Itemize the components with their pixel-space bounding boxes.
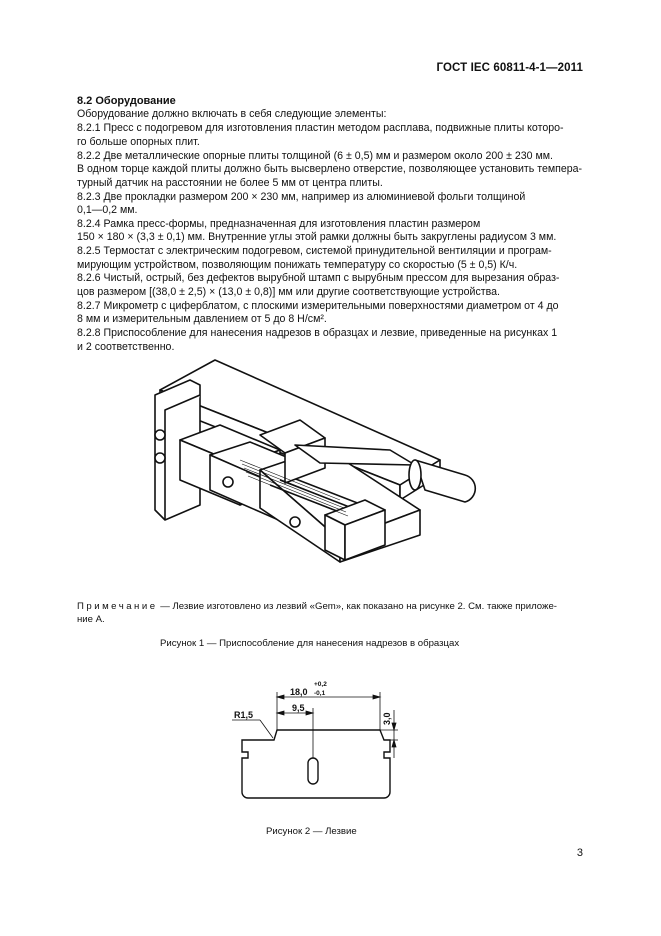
figure-2-caption: Рисунок 2 — Лезвие — [266, 826, 357, 837]
paragraph-8-2-1-line-1: 8.2.1 Пресс с подогревом для изготовления пластин методом расплава, подвижные плиты которо- — [77, 122, 564, 134]
paragraph-8-2-4-line-1: 8.2.4 Рамка пресс-формы, предназначенная для изготовления пластин размером — [77, 218, 481, 230]
note-text-line-2: ние А. — [77, 614, 105, 625]
paragraph-8-2-2-line-2: В одном торце каждой плиты должно быть высверлено отверстие, позволяющее установить темпера- — [77, 163, 583, 175]
paragraph-intro: Оборудование должно включать в себя следующие элементы: — [77, 108, 387, 120]
paragraph-8-2-6-line-1: 8.2.6 Чистый, острый, без дефектов вырубной штамп с вырубным прессом для вырезания образ- — [77, 272, 560, 284]
document-header: ГОСТ IEC 60811-4-1—2011 — [436, 62, 583, 74]
note-label: Примечание — [77, 601, 158, 612]
paragraph-8-2-4-line-2: 150 × 180 × (3,3 ± 0,1) мм. Внутренние углы этой рамки должны быть закруглены радиусом 3 мм. — [77, 231, 557, 243]
figure-1-note — [77, 600, 583, 626]
paragraph-8-2-8-line-1: 8.2.8 Приспособление для нанесения надрезов в образцах и лезвие, приведенные на рисунках 1 — [77, 327, 558, 339]
blade-width-dimension: 18,0 — [290, 687, 308, 697]
paragraph-8-2-1-line-2: го больше опорных плит. — [77, 136, 200, 148]
note-text-line-1: — Лезвие изготовлено из лезвий «Gem», как показано на рисунке 2. См. также приложе- — [157, 601, 557, 612]
paragraph-8-2-7-line-1: 8.2.7 Микрометр с циферблатом, с плоскими измерительными поверхностями диаметром от 4 до — [77, 300, 559, 312]
figure-1-caption: Рисунок 1 — Приспособление для нанесения надрезов в образцах — [160, 638, 460, 649]
figure-1-notching-fixture-drawing — [140, 350, 500, 590]
paragraph-8-2-7-line-2: 8 мм и измерительным давлением от 5 до 8 Н/см². — [77, 313, 327, 325]
paragraph-8-2-5-line-2: мирующим устройством, позволяющим понижать температуру со скоростью (5 ± 0,5) К/ч. — [77, 259, 518, 271]
paragraph-8-2-6-line-2: цов размером [(38,0 ± 2,5) × (13,0 ± 0,8)] мм или другие соответствующие устройства. — [77, 286, 500, 298]
blade-width-tolerance-plus: +0,2 — [314, 681, 327, 688]
paragraph-8-2-8-line-2: и 2 соответственно. — [77, 341, 175, 353]
paragraph-8-2-3-line-2: 0,1—0,2 мм. — [77, 204, 138, 216]
paragraph-8-2-2-line-3: турный датчик на расстоянии не более 5 мм от центра плиты. — [77, 177, 383, 189]
blade-width-tolerance-minus: -0,1 — [314, 690, 326, 697]
paragraph-8-2-2-line-1: 8.2.2 Две металлические опорные плиты толщиной (6 ± 0,5) мм и размером около 200 ± 230 мм. — [77, 150, 553, 162]
paragraph-8-2-3-line-1: 8.2.3 Две прокладки размером 200 × 230 мм, например из алюминиевой фольги толщиной — [77, 191, 526, 203]
blade-height-dimension: 3,0 — [382, 712, 392, 725]
figure-2-blade-drawing — [220, 670, 410, 810]
paragraph-8-2-5-line-1: 8.2.5 Термостат с электрическим подогревом, системой принудительной вентиляции и програм- — [77, 245, 552, 257]
blade-center-dimension: 9,5 — [292, 703, 305, 713]
page-number: 3 — [576, 847, 583, 859]
blade-radius-dimension: R1,5 — [234, 710, 254, 720]
section-title: 8.2 Оборудование — [77, 95, 176, 107]
